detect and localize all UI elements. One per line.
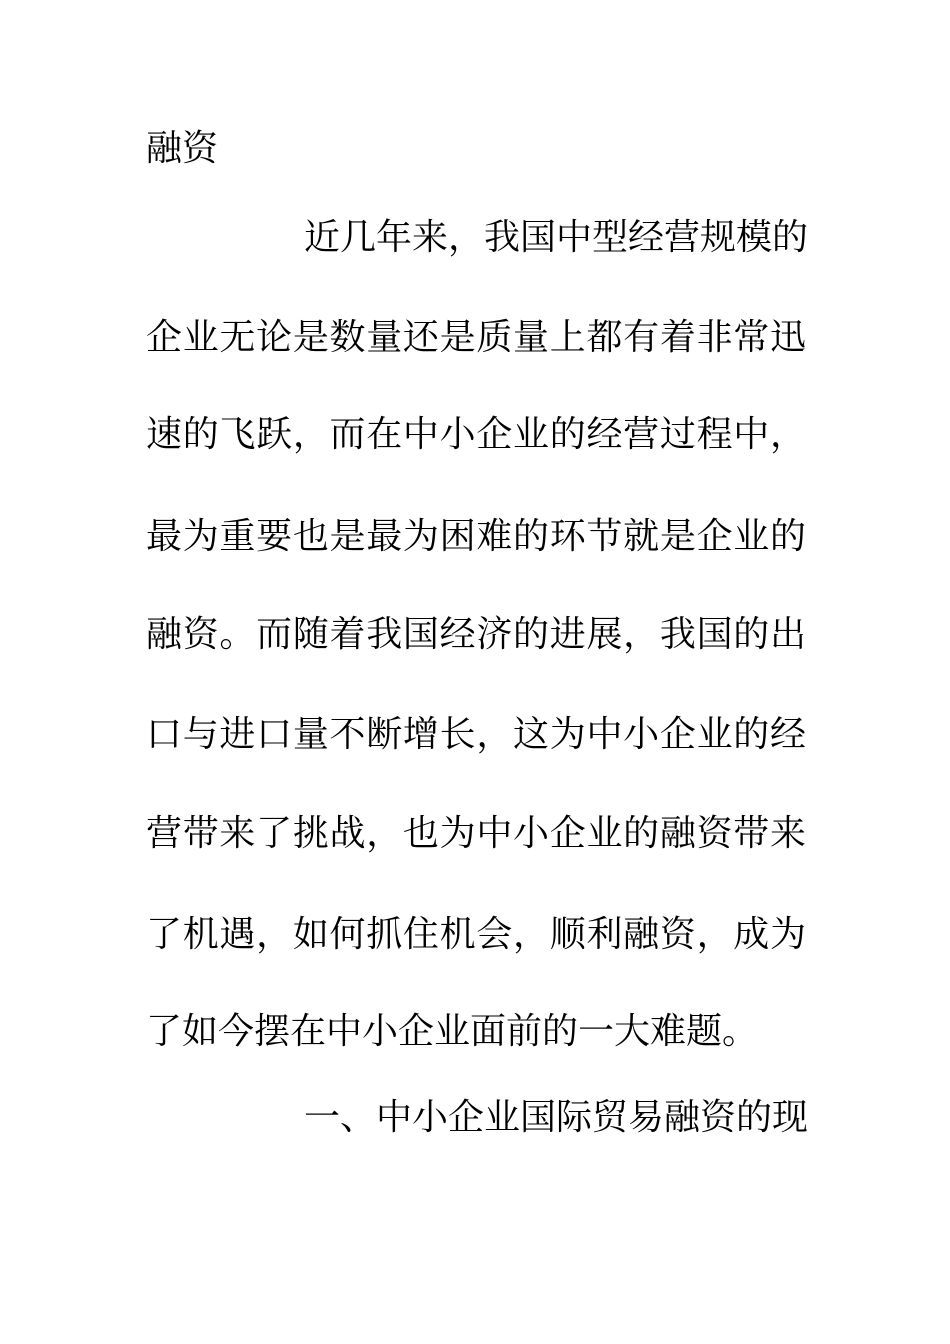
text-line: 企业无论是数量还是质量上都有着非常迅 xyxy=(146,317,806,358)
text-line: 融资。而随着我国经济的进展，我国的出 xyxy=(146,614,806,655)
text-line: 最为重要也是最为困难的环节就是企业的 xyxy=(146,516,806,557)
text-line: 了机遇，如何抓住机会，顺利融资，成为 xyxy=(146,914,806,955)
text-line: 了如今摆在中小企业面前的一大难题。 xyxy=(146,1011,759,1052)
text-line: 速的飞跃，而在中小企业的经营过程中， xyxy=(146,414,806,455)
paragraph-first-line: 近几年来，我国中型经营规模的 xyxy=(304,217,809,258)
text-line: 营带来了挑战，也为中小企业的融资带来 xyxy=(146,813,806,854)
text-line: 口与进口量不断增长，这为中小企业的经 xyxy=(146,714,806,755)
section-heading: 一、中小企业国际贸易融资的现 xyxy=(304,1097,809,1138)
text-line: 融资 xyxy=(146,128,219,169)
